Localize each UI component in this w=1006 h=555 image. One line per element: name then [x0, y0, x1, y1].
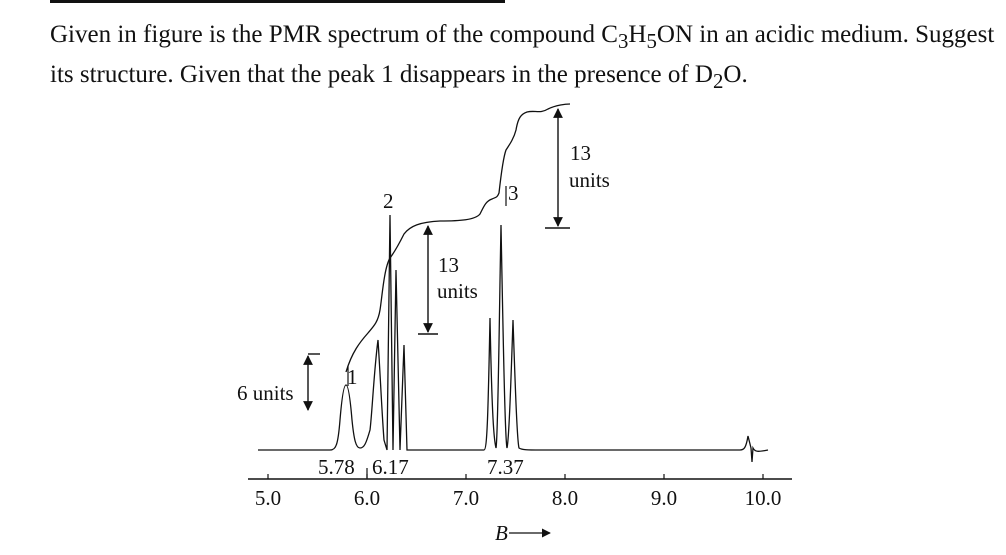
axis-tick-label: 5.0	[254, 486, 282, 510]
axis-title-b: B	[495, 521, 508, 545]
spectrum-trace	[258, 215, 768, 462]
question-text-part: O.	[723, 61, 748, 88]
axis-tick-label: 9.0	[650, 486, 678, 510]
integration-label-2-unit: units	[437, 279, 478, 303]
peak-label-1: 1	[347, 365, 358, 389]
integration-label-3-value: 13	[570, 141, 591, 165]
question-text-part: ON in an acidic medium. Suggest	[656, 21, 995, 48]
axis-tick-label: 10.0	[744, 486, 782, 510]
axis-tick-label: 7.0	[452, 486, 480, 510]
question-text-part: Given in figure is the PMR spectrum of the compound C	[50, 21, 618, 48]
integration-label-2-value: 13	[438, 253, 459, 277]
question-text-part: H	[628, 21, 647, 48]
peak-label-3: 3	[508, 181, 519, 205]
subscript: 2	[712, 69, 724, 93]
shift-label-5-78: 5.78	[318, 455, 355, 479]
axis-tick-label: 6.0	[353, 486, 381, 510]
subscript: 3	[617, 29, 629, 53]
integration-curve	[346, 104, 570, 372]
shift-label-6-17: 6.17	[372, 455, 409, 479]
question-text-part: its structure. Given that the peak 1 disappears in the presence of D	[50, 61, 713, 88]
axis-tick-label: 8.0	[551, 486, 579, 510]
peak-label-2: 2	[383, 189, 394, 213]
integration-label-1: 6 units	[237, 381, 294, 405]
integration-label-3-unit: units	[569, 168, 610, 192]
subscript: 5	[646, 29, 657, 53]
shift-label-7-37: 7.37	[487, 455, 524, 479]
